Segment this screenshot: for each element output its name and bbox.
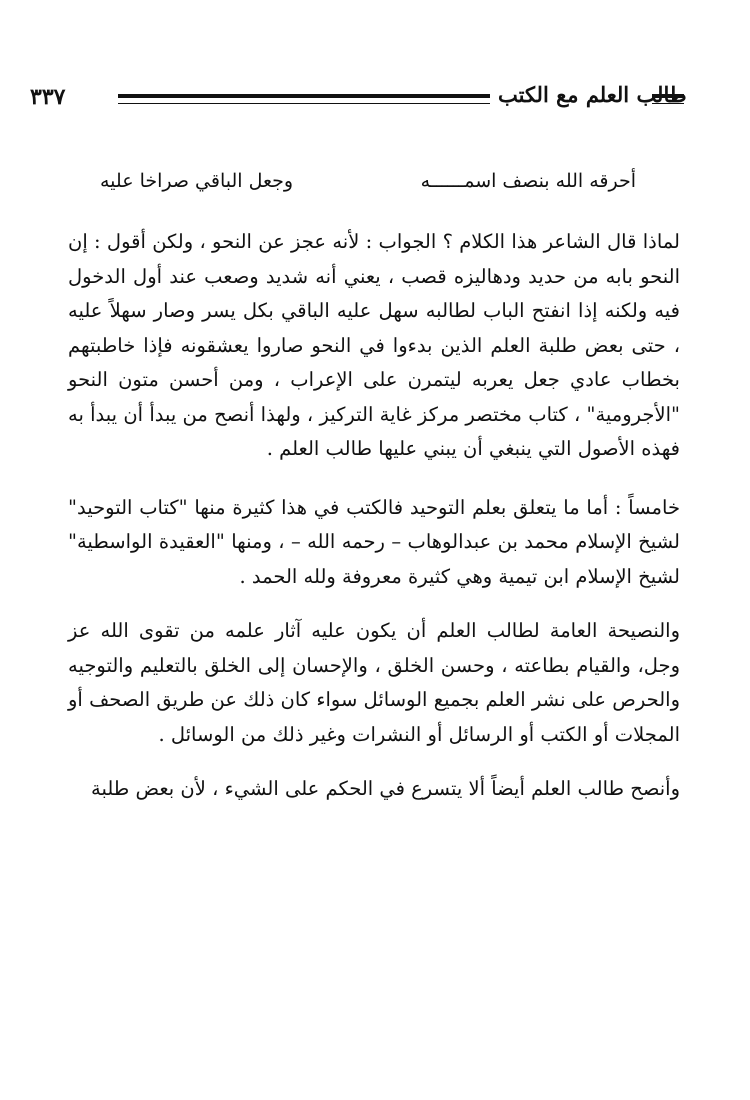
paragraph-general-advice: والنصيحة العامة لطالب العلم أن يكون عليه آثار علمه من تقوى الله عز وجل، والقيام بطاعته ، وحسن الخلق ، والإحسان إلى الخلق بالتعليم والتوجيه والحرص على نشر العلم بجميع الوسائل سواء كان ذلك عن طريق الصحف أو المجلات أو الكتب أو الرسائل أو النشرات وغير ذلك من الوسائل . bbox=[68, 619, 680, 746]
page-number: ٣٣٧ bbox=[30, 84, 66, 110]
running-title: طالب العلم مع الكتب bbox=[498, 82, 687, 107]
page-header bbox=[30, 78, 687, 118]
paragraph-tawhid: خامساً : أما ما يتعلق بعلم التوحيد فالكتب في هذا كثيرة منها "كتاب التوحيد" لشيخ الإسلام محمد بن عبدالوهاب – رحمه الله – ، ومنها "العقيدة الواسطية" لشيخ الإسلام ابن تيمية وهي كثيرة معروفة ولله الحمد . bbox=[68, 495, 680, 588]
header-rule bbox=[118, 94, 490, 104]
verse-first-hemistich: أحرقه الله بنصف اسمــــــه bbox=[420, 170, 636, 192]
paragraph-grammar: لماذا قال الشاعر هذا الكلام ؟ الجواب : لأنه عجز عن النحو ، ولكن أقول : إن النحو بابه من حديد ودهاليزه قصب ، يعني أنه شديد وصعب عند أول الدخول فيه ولكنه إذا انفتح الباب لطالبه سهل عليه الباقي بكل يسر وصار سهلاً عليه ، حتى بعض طلبة العلم الذين بدءوا في النحو صاروا يعشقونه فإذا خاطبتهم بخطاب عادي جعل يعربه ليتمرن على الإعراب ، ومن أحسن متون النحو "الأجرومية" ، كتاب مختصر مركز غاية التركيز ، ولهذا أنصح من يبدأ أن يبدأ به فهذه الأصول التي ينبغي أن يبني عليها طالب العلم . bbox=[68, 230, 680, 460]
poem-verse bbox=[100, 170, 636, 202]
body-text bbox=[68, 225, 680, 827]
paragraph-haste-advice: وأنصح طالب العلم أيضاً ألا يتسرع في الحكم على الشيء ، لأن بعض طلبة bbox=[91, 777, 680, 800]
verse-second-hemistich: وجعل الباقي صراخا عليه bbox=[100, 170, 294, 192]
header-rule-right bbox=[652, 94, 684, 104]
